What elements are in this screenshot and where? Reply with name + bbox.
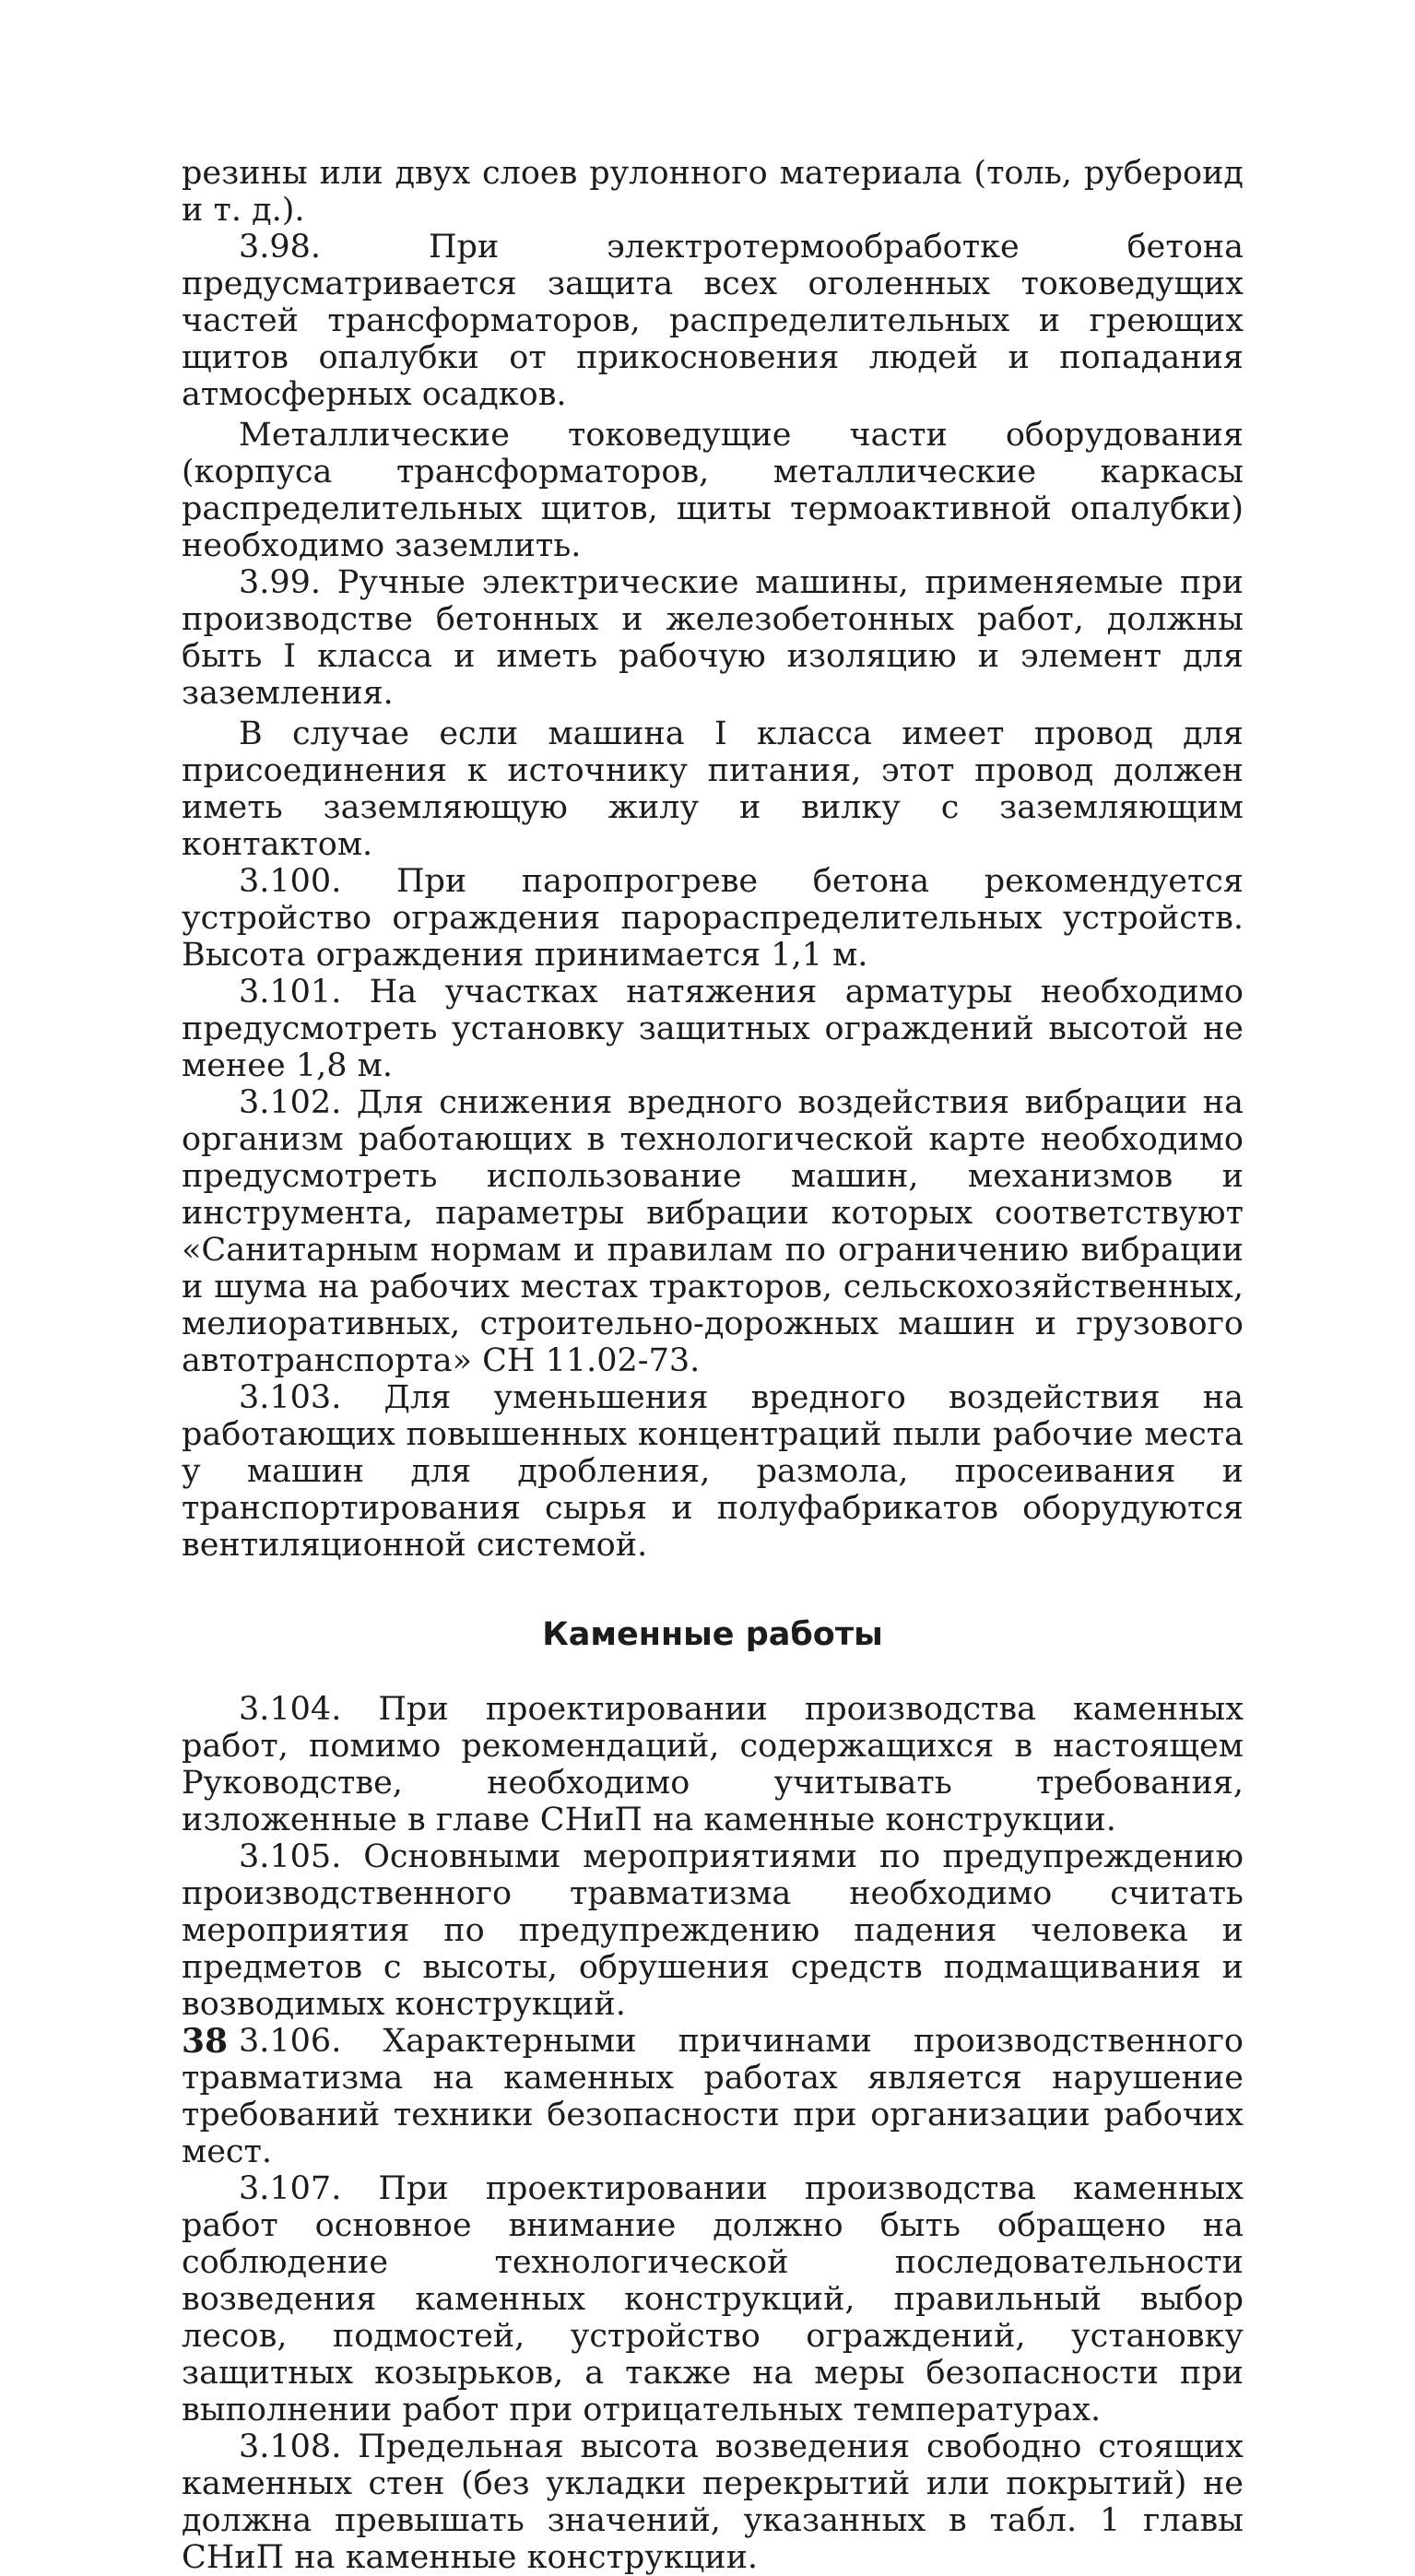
paragraph-text: Для снижения вредного воздействия вибрации на организм работающих в технологической карте необходимо предусмотреть использование машин, механизмов и инструмента, параметры вибрации которых соответствуют «Санитарным нормам и правилам по ограничению вибрации и шума на рабочих местах тракторов, сельскохозяйственных, мелиоративных, строительно-дорожных машин и грузового автотранспорта» СН 11.02-73. [182,1084,1244,1379]
paragraph-number: 3.103. [239,1379,342,1416]
paragraph-3-101 [182,974,1244,1084]
paragraph-continuation [182,155,1244,229]
paragraph-3-103 [182,1379,1244,1564]
paragraph-text: резины или двух слоев рулонного материала (толь, рубероид и т. д.). [182,155,1244,229]
paragraph-3-102 [182,1084,1244,1379]
paragraph-3-99-continued [182,715,1244,863]
paragraph-number: 3.102. [239,1084,342,1121]
paragraph-3-107 [182,2170,1244,2428]
paragraph-text: При паропрогреве бетона рекомендуется устройство ограждения парораспределительных устройств. Высота ограждения принимается 1,1 м. [182,863,1244,974]
paragraph-number: 3.99. [239,564,322,601]
page-body [182,155,1244,2576]
paragraph-3-106 [182,2023,1244,2170]
paragraph-number: 3.107. [239,2170,342,2207]
paragraph-3-105 [182,1838,1244,2023]
paragraph-3-108 [182,2428,1244,2576]
paragraph-3-98-continued [182,417,1244,564]
paragraph-text: Для уменьшения вредного воздействия на работающих повышенных концентраций пыли рабочие места у машин для дробления, размола, просеивания и транспортирования сырья и полуфабрикатов оборудуются вентиляционной системой. [182,1379,1244,1564]
paragraph-number: 3.104. [239,1691,342,1728]
paragraph-3-99 [182,564,1244,712]
paragraph-text: При проектировании производства каменных работ основное внимание должно быть обращено на соблюдение технологической последовательности возведения каменных конструкций, правильный выбор лесов, подмостей, устройство ограждений, установку защитных козырьков, а также на меры безопасности при выполнении работ при отрицательных температурах. [182,2170,1244,2428]
paragraph-text: В случае если машина I класса имеет провод для присоединения к источнику питания, этот провод должен иметь заземляющую жилу и вилку с заземляющим контактом. [182,715,1244,863]
paragraph-text: При электротермообработке бетона предусматривается защита всех оголенных токоведущих частей трансформаторов, распределительных и греющих щитов опалубки от прикосновения людей и попадания атмосферных осадков. [182,229,1244,413]
paragraph-number: 3.105. [239,1838,342,1875]
page-number: 38 [182,2022,229,2061]
paragraph-number: 3.108. [239,2428,342,2465]
paragraph-text: Характерными причинами производственного травматизма на каменных работах является нарушение требований техники безопасности при организации рабочих мест. [182,2023,1244,2170]
paragraph-number: 3.101. [239,974,342,1010]
paragraph-3-104 [182,1691,1244,1838]
paragraph-text: Металлические токоведущие части оборудования (корпуса трансформаторов, металлические каркасы распределительных щитов, щиты термоактивной опалубки) необходимо заземлить. [182,417,1244,564]
paragraph-3-100 [182,863,1244,974]
paragraph-text: Основными мероприятиями по предупреждению производственного травматизма необходимо считать мероприятия по предупреждению падения человека и предметов с высоты, обрушения средств подмащивания и возводимых конструкций. [182,1838,1244,2023]
paragraph-text: Ручные электрические машины, применяемые при производстве бетонных и железобетонных работ, должны быть I класса и иметь рабочую изоляцию и элемент для заземления. [182,564,1244,712]
paragraph-number: 3.100. [239,863,342,900]
section-heading: Каменные работы [542,1616,883,1653]
paragraph-number: 3.106. [239,2023,342,2060]
paragraph-number: 3.98. [239,229,322,266]
paragraph-3-98 [182,229,1244,413]
paragraph-text: Предельная высота возведения свободно стоящих каменных стен (без укладки перекрытий или покрытий) не должна превышать значений, указанных в табл. 1 главы СНиП на каменные конструкции. [182,2428,1244,2576]
paragraph-text: При проектировании производства каменных работ, помимо рекомендаций, содержащихся в настоящем Руководстве, необходимо учитывать требования, изложенные в главе СНиП на каменные конструкции. [182,1691,1244,1838]
paragraph-text: На участках натяжения арматуры необходимо предусмотреть установку защитных ограждений высотой не менее 1,8 м. [182,974,1244,1084]
